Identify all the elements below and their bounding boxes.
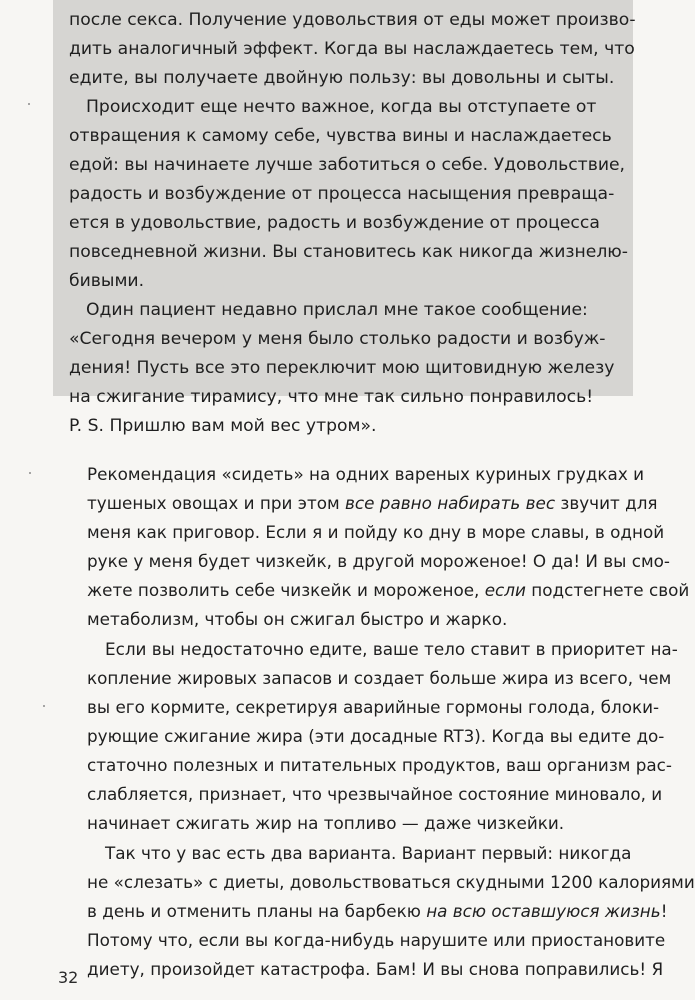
main-line: руке у меня будет чизкейк, в другой мороженое! О да! И вы смо- xyxy=(87,551,670,571)
main-line: Если вы недостаточно едите, ваше тело ставит в приоритет на- xyxy=(105,639,678,659)
text-run: подстегнете свой xyxy=(525,580,690,600)
text-run: звучит для xyxy=(555,493,658,513)
main-line: меня как приговор. Если я и пойду ко дну в море славы, в одной xyxy=(87,522,665,542)
box-line: на сжигание тирамису, что мне так сильно понравилось! xyxy=(69,387,594,407)
italic-text: все равно набирать вес xyxy=(345,493,556,513)
box-line: бивыми. xyxy=(69,271,145,291)
main-line xyxy=(87,492,658,514)
scan-speck xyxy=(29,472,31,474)
main-line: слабляется, признает, что чрезвычайное состояние миновало, и xyxy=(87,784,663,804)
text-run: тушеных овощах и при этом xyxy=(87,493,346,513)
box-line: едой: вы начинаете лучше заботиться о себе. Удовольствие, xyxy=(69,155,626,175)
main-line: Рекомендация «сидеть» на одних вареных куриных грудках и xyxy=(87,464,644,484)
italic-text: если xyxy=(484,580,526,600)
box-line: повседневной жизни. Вы становитесь как никогда жизнелю- xyxy=(69,242,628,262)
main-line: Потому что, если вы когда-нибудь нарушите или приостановите xyxy=(87,930,666,950)
main-line: копление жировых запасов и создает больше жира из всего, чем xyxy=(87,668,672,688)
scan-speck xyxy=(43,705,45,707)
text-run: жете позволить себе чизкейк и мороженое, xyxy=(87,580,485,600)
italic-text: на всю оставшуюся жизнь xyxy=(426,901,661,921)
box-line: отвращения к самому себе, чувства вины и наслаждаетесь xyxy=(69,126,612,146)
main-line: начинает сжигать жир на топливо — даже чизкейки. xyxy=(87,813,565,833)
box-line: дить аналогичный эффект. Когда вы наслаждаетесь тем, что xyxy=(69,39,635,59)
box-line: дения! Пусть все это переключит мою щитовидную железу xyxy=(69,358,615,378)
main-line xyxy=(87,579,689,601)
main-line: статочно полезных и питательных продуктов, ваш организм рас- xyxy=(87,755,672,775)
box-line: Один пациент недавно прислал мне такое сообщение: xyxy=(86,300,588,320)
main-line xyxy=(87,900,667,922)
main-line: диету, произойдет катастрофа. Бам! И вы снова поправились! Я xyxy=(87,959,664,979)
box-line: Происходит еще нечто важное, когда вы отступаете от xyxy=(86,97,597,117)
main-line: Так что у вас есть два варианта. Вариант первый: никогда xyxy=(105,843,632,863)
box-line: «Сегодня вечером у меня было столько радости и возбуж- xyxy=(69,329,606,349)
box-line: радость и возбуждение от процесса насыщения превраща- xyxy=(69,184,615,204)
box-line: едите, вы получаете двойную пользу: вы довольны и сыты. xyxy=(69,68,615,88)
main-line: вы его кормите, секретируя аварийные гормоны голода, блоки- xyxy=(87,697,660,717)
main-line: рующие сжигание жира (эти досадные RT3). Когда вы едите до- xyxy=(87,726,665,746)
text-run: ! xyxy=(660,901,668,921)
main-line: метаболизм, чтобы он сжигал быстро и жарко. xyxy=(87,609,508,629)
text-run: в день и отменить планы на барбекю xyxy=(87,901,427,921)
page-number: 32 xyxy=(58,968,79,987)
box-line: после секса. Получение удовольствия от еды может произво- xyxy=(69,10,636,30)
box-line: P. S. Пришлю вам мой вес утром». xyxy=(69,416,377,436)
box-line: ется в удовольствие, радость и возбуждение от процесса xyxy=(69,213,600,233)
scan-speck xyxy=(28,103,30,105)
main-line: не «слезать» с диеты, довольствоваться скудными 1200 калориями xyxy=(87,872,695,892)
